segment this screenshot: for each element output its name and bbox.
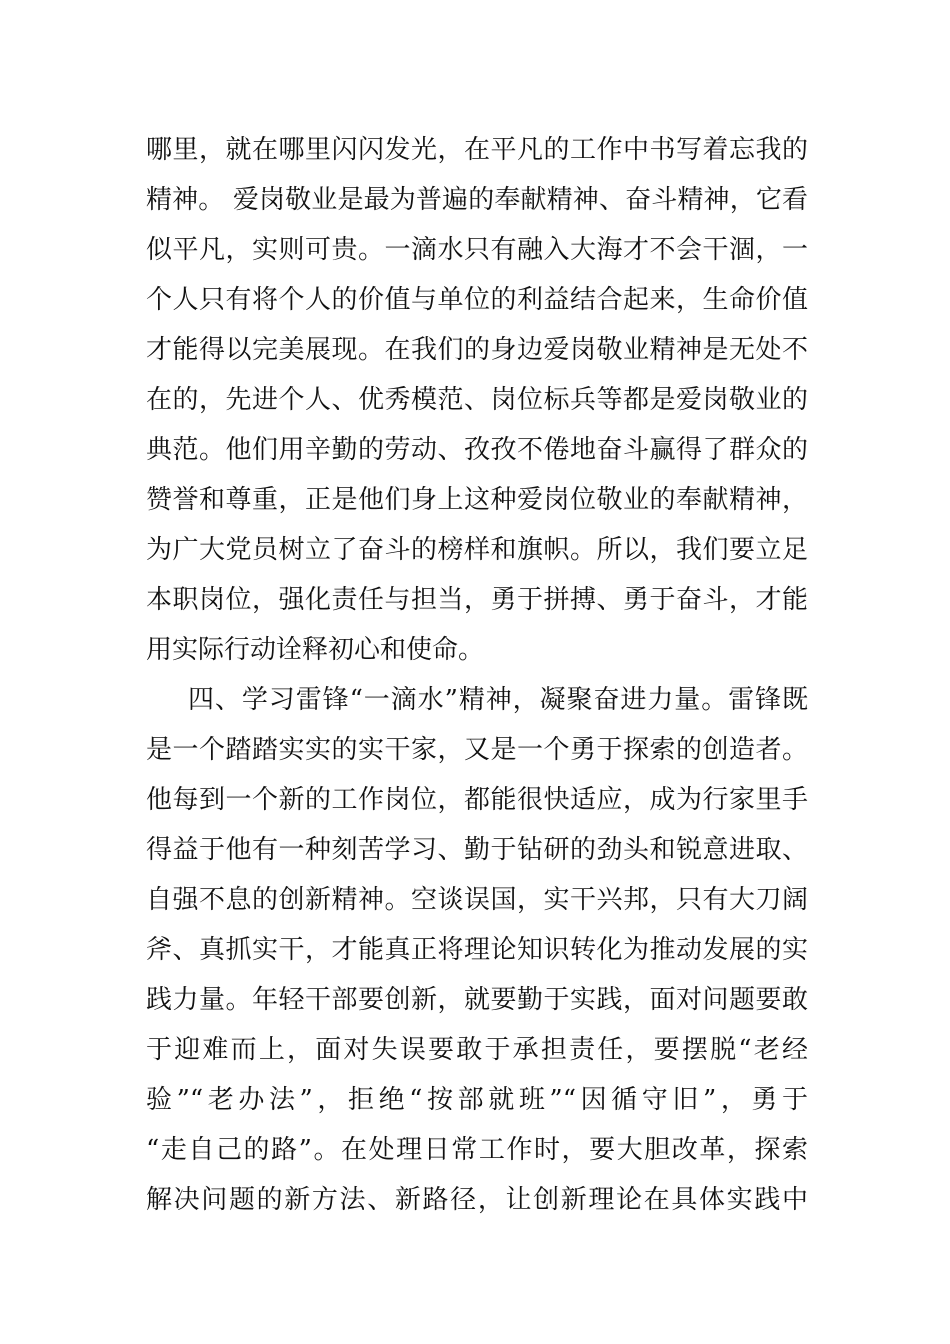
text-line: 于迎难而上，面对失误要敢于承担责任，要摆脱“老经 <box>146 1035 808 1065</box>
text-line: 斧、真抓实干，才能真正将理论知识转化为推动发展的实 <box>146 935 808 965</box>
text-line: 是一个踏踏实实的实干家，又是一个勇于探索的创造者。 <box>146 735 808 765</box>
text-line: 个人只有将个人的价值与单位的利益结合起来，生命价值 <box>146 285 808 315</box>
text-line: 精神。 爱岗敬业是最为普遍的奉献精神、奋斗精神，它看 <box>146 185 808 215</box>
text-line: 践力量。年轻干部要创新，就要勤于实践，面对问题要敢 <box>146 985 808 1015</box>
text-line: 哪里，就在哪里闪闪发光，在平凡的工作中书写着忘我的 <box>146 135 808 165</box>
text-line: 用实际行动诠释初心和使命。 <box>146 635 485 665</box>
section-heading-line: 四、学习雷锋“一滴水”精神，凝聚奋进力量。雷锋既 <box>188 685 808 715</box>
text-line: 解决问题的新方法、新路径，让创新理论在具体实践中 <box>146 1185 808 1215</box>
text-line: 在的，先进个人、优秀模范、岗位标兵等都是爱岗敬业的 <box>146 385 808 415</box>
text-line: 才能得以完美展现。在我们的身边爱岗敬业精神是无处不 <box>146 335 808 365</box>
text-line: 得益于他有一种刻苦学习、勤于钻研的劲头和锐意进取、 <box>146 835 808 865</box>
text-line: 验”“老办法”，拒绝“按部就班”“因循守旧”，勇于 <box>146 1085 808 1115</box>
text-line: 为广大党员树立了奋斗的榜样和旗帜。所以，我们要立足 <box>146 535 808 565</box>
text-line: “走自己的路”。在处理日常工作时，要大胆改革，探索 <box>146 1135 808 1165</box>
text-line: 他每到一个新的工作岗位，都能很快适应，成为行家里手 <box>146 785 808 815</box>
text-line: 自强不息的创新精神。空谈误国，实干兴邦，只有大刀阔 <box>146 885 808 915</box>
text-line: 似平凡，实则可贵。一滴水只有融入大海才不会干涸，一 <box>146 235 808 265</box>
text-line: 典范。他们用辛勤的劳动、孜孜不倦地奋斗赢得了群众的 <box>146 435 808 465</box>
text-line: 赞誉和尊重，正是他们身上这种爱岗位敬业的奉献精神， <box>146 485 808 515</box>
text-line: 本职岗位，强化责任与担当，勇于拼搏、勇于奋斗，才能 <box>146 585 808 615</box>
